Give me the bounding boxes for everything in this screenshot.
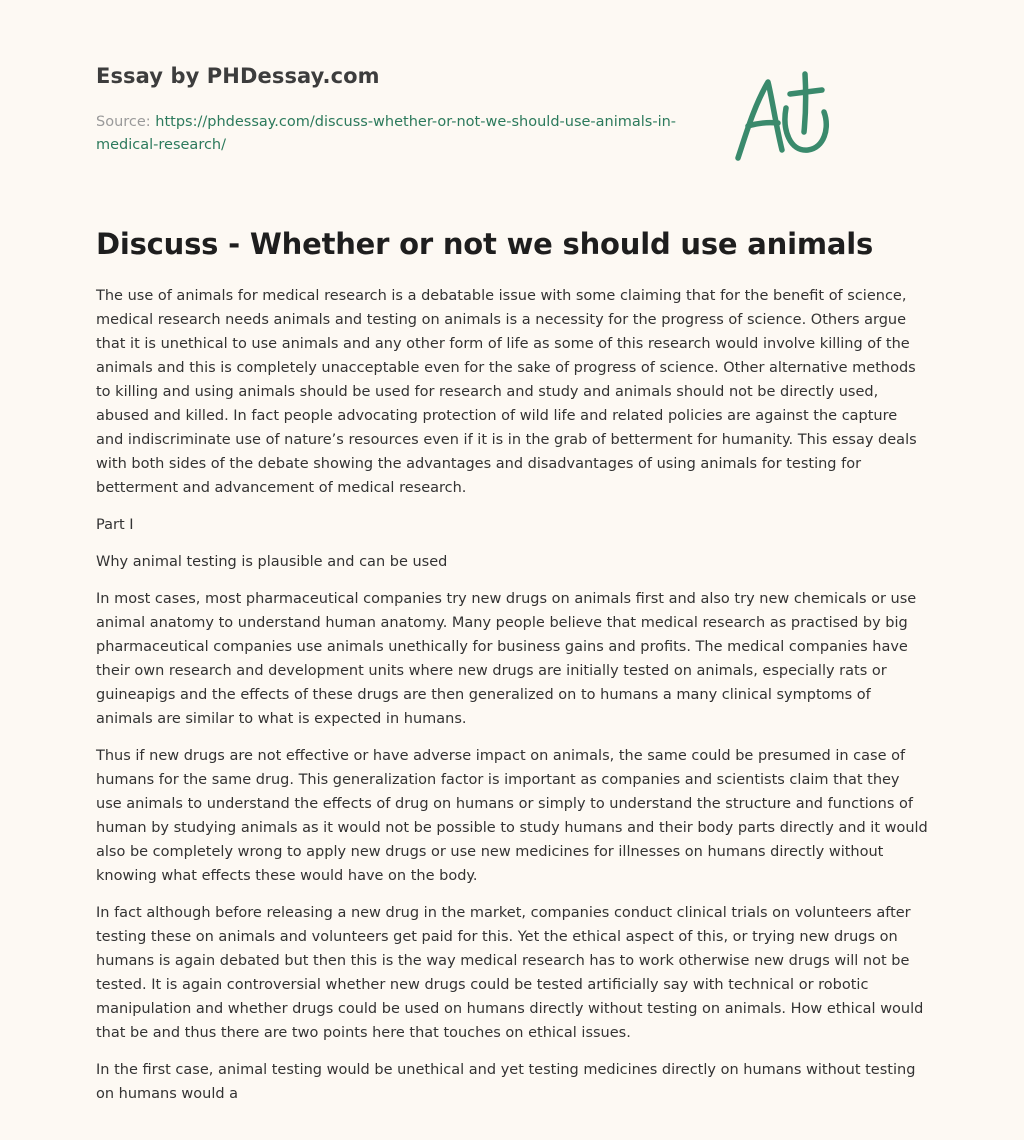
article-title: Discuss - Whether or not we should use animals <box>96 227 874 261</box>
paragraph-section-heading: Why animal testing is plausible and can be used <box>96 554 448 570</box>
paragraph-body: Thus if new drugs are not effective or have adverse impact on animals, the same could be presumed in case of humans for the same drug. This generalization factor is important as companies and scientists claim that they use animals to understand the effects of drug on humans or simply to understand the structure and functions of human by studying animals as it would not be possible to study humans and their body parts directly and it would also be completely wrong to apply new drugs or use new medicines for illnesses on humans directly without knowing what effects these would have on the body. <box>96 748 928 884</box>
paragraph-body: In the first case, animal testing would be unethical and yet testing medicines directly on humans without testing on humans would a <box>96 1062 916 1102</box>
paragraph-intro: The use of animals for medical research is a debatable issue with some claiming that for the benefit of science, medical research needs animals and testing on animals is a necessity for the progress of science. Others argue that it is unethical to use animals and any other form of life as some of this research would involve killing of the animals and this is completely unacceptable even for the sake of progress of science. Other alternative methods to killing and using animals should be used for research and study and animals should not be directly used, abused and killed. In fact people advocating protection of wild life and related policies are against the capture and indiscriminate use of nature’s resources even if it is in the grab of betterment for humanity. This essay deals with both sides of the debate showing the advantages and disadvantages of using animals for testing for betterment and advancement of medical research. <box>96 288 917 496</box>
header <box>96 0 928 200</box>
source-line <box>96 111 716 157</box>
article-body <box>96 284 928 1106</box>
brand-title: Essay by PHDessay.com <box>96 64 380 88</box>
source-label: Source: <box>96 114 156 130</box>
a-plus-logo-icon <box>732 68 832 164</box>
source-link[interactable]: https://phdessay.com/discuss-whether-or-not-we-should-use-animals-in-medical-research/ <box>96 114 677 153</box>
paragraph-body: In most cases, most pharmaceutical companies try new drugs on animals first and also try new chemicals or use animal anatomy to understand human anatomy. Many people believe that medical research as practised by big pharmaceutical companies use animals unethically for business gains and profits. The medical companies have their own research and development units where new drugs are initially tested on animals, especially rats or guineapigs and the effects of these drugs are then generalized on to humans a many clinical symptoms of animals are similar to what is expected in humans. <box>96 591 917 727</box>
paragraph-part-heading: Part I <box>96 517 134 533</box>
paragraph-body: In fact although before releasing a new drug in the market, companies conduct clinical trials on volunteers after testing these on animals and volunteers get paid for this. Yet the ethical aspect of this, or trying new drugs on humans is again debated but then this is the way medical research has to work otherwise new drugs will not be tested. It is again controversial whether new drugs could be tested artificially say with technical or robotic manipulation and whether drugs could be used on humans directly without testing on animals. How ethical would that be and thus there are two points here that touches on ethical issues. <box>96 905 924 1041</box>
